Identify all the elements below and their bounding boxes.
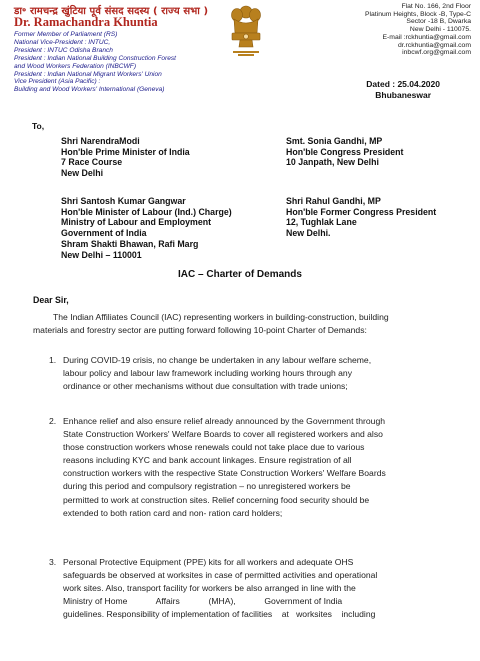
demand-line: Enhance relief and also ensure relief already announced by the Government through	[63, 416, 385, 426]
place: Bhubaneswar	[375, 89, 432, 100]
recipient-line: New Delhi.	[286, 228, 331, 239]
demand-line: labour policy and labour law framework including working hours through any	[63, 368, 353, 379]
demand-line: reasons including KYC and bank account linkages. Ensure registration of all	[63, 455, 352, 466]
recipient-congress-president	[286, 136, 403, 168]
recipient-line: 10 Janpath, New Delhi	[286, 157, 379, 168]
demand-line: extended to both ration card and non- ration card holders;	[63, 507, 283, 518]
demand-line: work sites. Also, transport facility for workers be also arranged in line with the	[63, 583, 356, 594]
email-line[interactable]: E-mail :rckhuntia@gmail.com	[382, 33, 471, 41]
letter-title: IAC – Charter of Demands	[178, 269, 302, 280]
demand-line: State Construction Workers' Welfare Boards to cover all registered workers and also	[63, 429, 383, 440]
demand-line: ordinance or other mechanisms without due consultation with trade unions;	[63, 381, 348, 392]
designation-line: Building and Wood Workers' International (Geneva)	[14, 86, 165, 94]
address-line: Flat No. 166, 2nd Floor	[401, 3, 471, 10]
sender-name: Dr. Ramachandra Khuntia	[14, 15, 158, 29]
recipient-line: Ministry of Labour and Employment	[61, 217, 212, 228]
recipient-pm	[61, 136, 190, 179]
designation-line: Vice President (Asia Pacific) :	[14, 78, 101, 86]
email-line[interactable]: dr.rckhuntia@gmail.com	[397, 41, 471, 49]
recipient-former-president	[286, 196, 436, 239]
email-line[interactable]: inbcwf.org@gmail.com	[402, 49, 471, 57]
intro-paragraph	[33, 311, 453, 337]
intro-line: materials and forestry sector are putting forward following 10-point Charter of Demands:	[33, 325, 367, 335]
recipient-line: Shram Shakti Bhawan, Rafi Marg	[61, 238, 199, 249]
recipient-line: Government of India	[61, 228, 147, 239]
demand-line: During COVID-19 crisis, no change be undertaken in any labour welfare scheme,	[63, 355, 372, 365]
recipient-line: New Delhi – 110001	[61, 249, 142, 260]
demand-line: Ministry of Home Affairs (MHA), Government of India	[63, 596, 343, 607]
demand-line: guidelines. Responsibility of implementation of facilities at worksites including	[63, 609, 376, 620]
demand-line: those construction workers whose renewals could not take place due to various	[63, 442, 365, 453]
designation-line: and Wood Workers Federation (INBCWF)	[14, 62, 137, 70]
demand-number: 3.	[49, 557, 57, 567]
demand-line: Personal Protective Equipment (PPE) kits for all workers and adequate OHS	[63, 557, 354, 567]
demand-line: safeguards be observed at worksites in case of permitted activities and operational	[63, 570, 378, 581]
recipient-line: Shri NarendraModi	[61, 136, 140, 146]
recipient-labour-minister	[61, 196, 232, 260]
recipient-line: Hon'ble Congress President	[286, 146, 404, 157]
sender-hindi-name: डा॰ रामचन्द्र खुंटिया पूर्व संसद सदस्य ( राज्य सभा )	[14, 6, 209, 17]
designation-line: President : INTUC Odisha Branch	[14, 46, 113, 54]
recipient-line: Hon'ble Minister of Labour (Ind.) Charge)	[61, 206, 232, 217]
recipient-line: 12, Tughlak Lane	[286, 217, 357, 228]
designation-line: President : Indian National Building Construction Forest	[14, 54, 177, 62]
intro-line: The Indian Affiliates Council (IAC) representing workers in building-construction, building	[53, 312, 389, 322]
demand-line: permitted to work at construction sites. Relief concerning food security should be	[63, 494, 370, 505]
demand-line: during this period and compulsory registration – no unregistered workers be	[63, 481, 351, 492]
address-line: New Delhi - 110075.	[409, 26, 471, 34]
designation-line: Former Member of Parliament (RS)	[14, 31, 118, 38]
sender-address	[365, 3, 471, 57]
address-line: Platinum Heights, Block -B, Type-C	[364, 10, 471, 18]
recipient-line: Shri Santosh Kumar Gangwar	[61, 196, 186, 206]
sender-designations	[14, 31, 176, 94]
recipient-line: Hon'ble Former Congress President	[286, 206, 437, 217]
recipient-line: 7 Race Course	[61, 157, 123, 168]
demand-item	[63, 354, 455, 393]
date-block	[366, 79, 440, 100]
salutation: Dear Sir,	[33, 295, 69, 305]
address-line: Sector -18 B, Dwarka	[406, 18, 471, 26]
recipient-line: Smt. Sonia Gandhi, MP	[286, 136, 383, 146]
demand-item	[63, 415, 455, 520]
recipient-line: New Delhi	[61, 168, 104, 179]
demand-line: construction workers with the respective State Construction Workers' Welfare Boards	[63, 468, 386, 479]
national-emblem-icon	[226, 3, 266, 61]
demand-number: 2.	[49, 416, 57, 426]
designation-line: National Vice-President : INTUC,	[14, 38, 111, 46]
to-label: To,	[32, 121, 45, 131]
designation-line: President : Indian National Migrant Workers' Union	[14, 70, 162, 78]
demand-number: 1.	[49, 355, 57, 365]
demand-item	[63, 556, 455, 621]
recipient-line: Hon'ble Prime Minister of India	[61, 146, 190, 157]
recipient-line: Shri Rahul Gandhi, MP	[286, 196, 381, 206]
date: Dated : 25.04.2020	[366, 79, 440, 89]
